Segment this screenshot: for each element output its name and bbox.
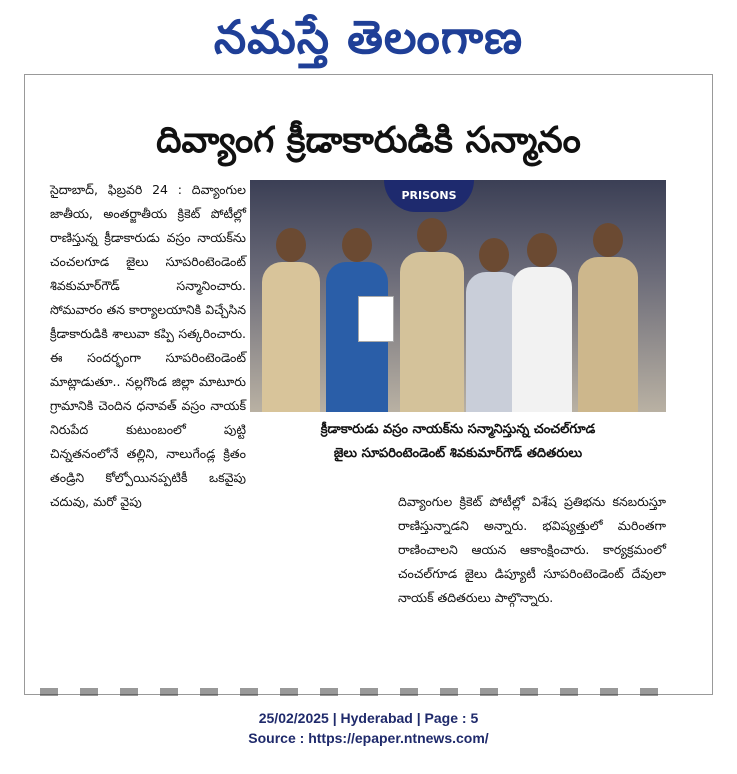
- photo-caption-line-1: క్రీడాకారుడు వస్రం నాయక్‌ను సన్మానిస్తున్న చంచల్‌గూడ: [320, 422, 596, 437]
- cut-off-next-article: [40, 688, 660, 696]
- clipping-border-top: [24, 74, 713, 75]
- prisons-logo: PRISONS: [384, 180, 474, 212]
- photo-caption: [250, 418, 666, 466]
- article-body-right: దివ్యాంగుల క్రికెట్ పోటీల్లో విశేష ప్రతిభను కనబరుస్తూ రాణిస్తున్నాడని అన్నారు. భవిష్యత్తులో మరింతగా రాణించాలని ఆయన ఆకాంక్షించారు. కార్యక్రమంలో చంచల్‌గూడ జైలు డిప్యూటీ సూపరింటెండెంట్ దేవులా నాయక్ తదితరులు పాల్గొన్నారు.: [398, 494, 666, 605]
- article-right-column: [398, 490, 666, 610]
- clipping-border-left: [24, 74, 25, 694]
- newspaper-masthead: నమస్తే తెలంగాణ: [213, 10, 524, 64]
- photo-person-officer-left: [262, 262, 320, 412]
- photo-certificate: [358, 296, 394, 342]
- article-photo: [250, 180, 666, 412]
- epaper-footer: [0, 708, 737, 748]
- footer-date-line: 25/02/2025 | Hyderabad | Page : 5: [258, 710, 479, 726]
- footer-source-link[interactable]: Source : https://epaper.ntnews.com/: [248, 730, 489, 746]
- article-headline: దివ్యాంగ క్రీడాకారుడికి సన్మానం: [156, 120, 581, 161]
- photo-person-superintendent: [400, 252, 464, 412]
- clipping-border-right: [712, 74, 713, 694]
- photo-caption-line-2: జైలు సూపరింటెండెంట్ శివకుమార్‌గౌడ్ తదితరులు: [333, 446, 583, 461]
- article-left-column: [50, 178, 246, 514]
- photo-person-young-man: [512, 267, 572, 412]
- article-body-left: సైదాబాద్, ఫిబ్రవరి 24 : దివ్యాంగుల జాతీయ, అంతర్జాతీయ క్రికెట్ పోటీల్లో రాణిస్తున్న క్రీడాకారుడు వస్రం నాయక్‌ను చంచలగూడ జైలు సూపరింటెండెంట్ శివకుమార్‌గౌడ్ సన్మానించారు. సోమవారం తన కార్యాలయానికి విచ్చేసిన క్రీడాకారుడికి శాలువా కప్పి సత్కరించారు. ఈ సందర్భంగా సూపరింటెండెంట్ మాట్లాడుతూ.. నల్లగొండ జిల్లా మాటూరు గ్రామానికి చెందిన ధనావత్ వస్రం నాయక్ నిరుపేద కుటుంబంలో పుట్టి చిన్నతనంలోనే తల్లిని, నాలుగేండ్ల క్రితం తండ్రిని కోల్పోయినప్పటికీ ఒకవైపు చదువు, మరో వైపు: [50, 182, 246, 509]
- photo-person-officer-right: [578, 257, 638, 412]
